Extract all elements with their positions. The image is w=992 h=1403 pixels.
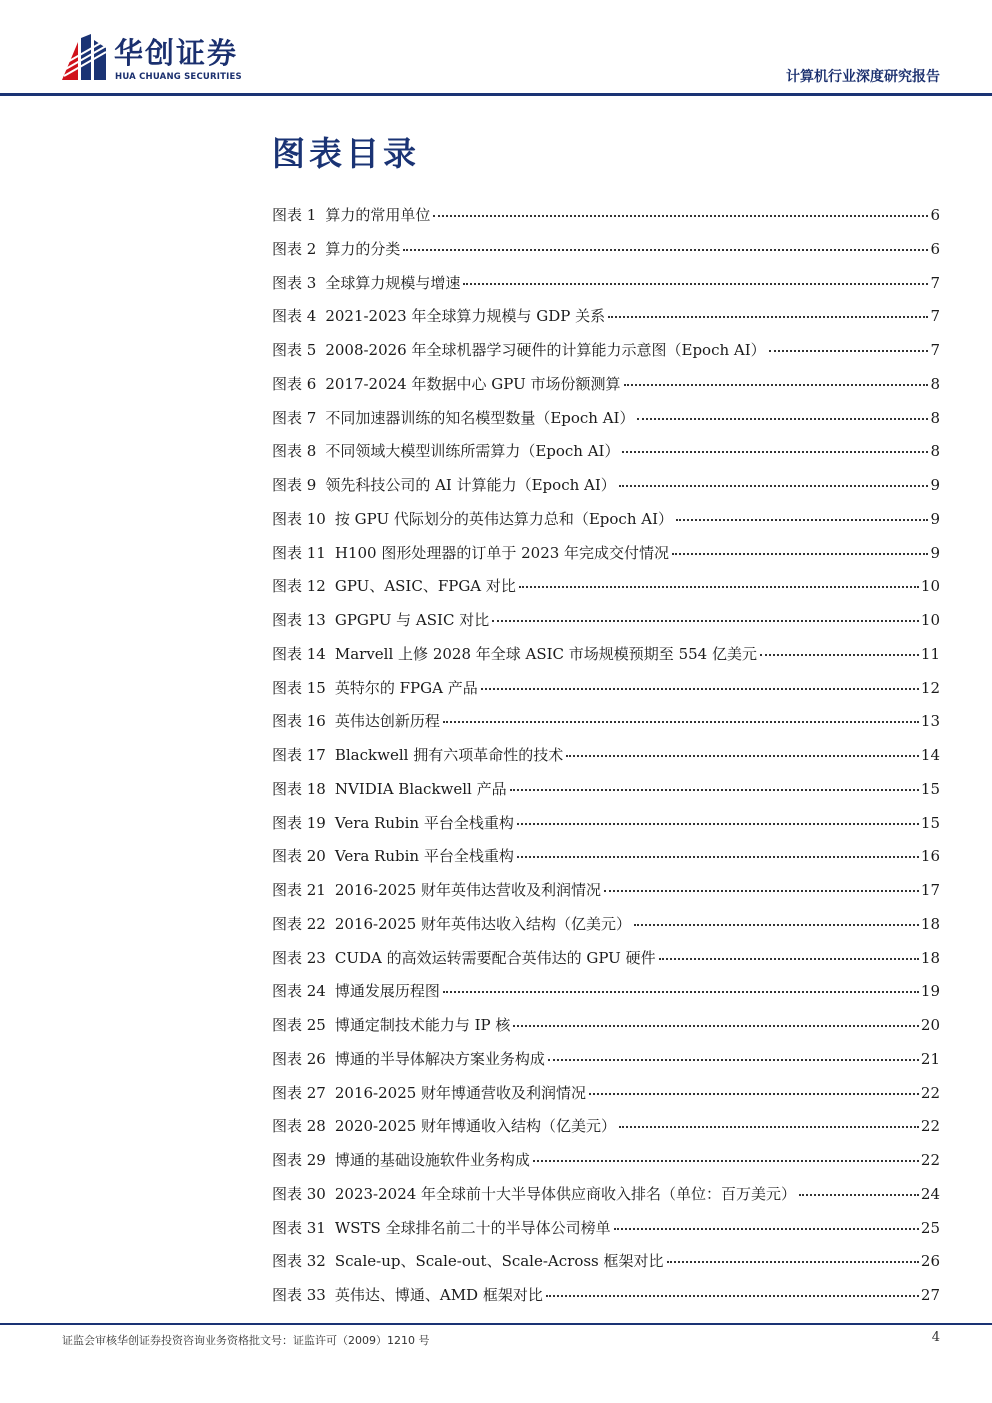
figure-caption: 算力的分类 xyxy=(325,239,401,258)
toc-entry[interactable] xyxy=(272,976,940,1010)
toc-entry[interactable] xyxy=(272,1010,940,1044)
dot-leader xyxy=(492,620,919,622)
dot-leader xyxy=(566,755,919,757)
dot-leader xyxy=(634,924,919,926)
dot-leader xyxy=(676,519,928,521)
figure-number: 图表 5 xyxy=(272,341,317,359)
figure-number: 图表 27 xyxy=(272,1083,326,1102)
dot-leader xyxy=(672,553,928,555)
dot-leader xyxy=(769,350,929,352)
figure-number: 图表 9 xyxy=(272,476,317,494)
figure-page-number: 8 xyxy=(930,374,940,393)
figure-number: 图表 32 xyxy=(272,1252,326,1271)
figure-caption: Marvell 上修 2028 年全球 ASIC 市场规模预期至 554 亿美元 xyxy=(334,644,757,663)
dot-leader xyxy=(619,485,929,487)
figure-caption: 不同领域大模型训练所需算力（Epoch AI） xyxy=(325,442,620,461)
figure-caption: Vera Rubin 平台全栈重构 xyxy=(334,813,514,832)
figure-number: 图表 25 xyxy=(272,1016,326,1034)
figure-caption: 博通发展历程图 xyxy=(334,982,440,1001)
figure-number: 图表 26 xyxy=(272,1049,326,1068)
figure-number: 图表 20 xyxy=(272,847,326,866)
toc-entry[interactable] xyxy=(272,740,940,774)
dot-leader xyxy=(667,1261,919,1263)
figure-page-number: 25 xyxy=(920,1218,940,1237)
figure-page-number: 22 xyxy=(920,1083,940,1102)
toc-entry[interactable] xyxy=(272,875,940,909)
figure-number: 图表 30 xyxy=(272,1184,326,1203)
toc-entry[interactable] xyxy=(272,1179,940,1213)
figure-number: 图表 29 xyxy=(272,1151,326,1169)
logo-english-name: HUA CHUANG SECURITIES xyxy=(115,72,242,82)
dot-leader xyxy=(519,586,919,588)
figure-page-number: 12 xyxy=(920,678,940,697)
dot-leader xyxy=(799,1194,919,1196)
toc-entry[interactable] xyxy=(272,1280,940,1314)
figure-caption: H100 图形处理器的订单于 2023 年完成交付情况 xyxy=(334,543,670,562)
figure-number: 图表 17 xyxy=(272,746,326,764)
footer-divider xyxy=(0,1323,992,1325)
dot-leader xyxy=(622,451,928,453)
page-number: 4 xyxy=(931,1330,940,1345)
toc-entry[interactable] xyxy=(272,808,940,842)
figure-caption: 按 GPU 代际划分的英伟达算力总和（Epoch AI） xyxy=(334,509,674,528)
toc-entry[interactable] xyxy=(272,268,940,302)
figure-caption: 领先科技公司的 AI 计算能力（Epoch AI） xyxy=(325,476,616,494)
figure-list xyxy=(272,200,940,1314)
dot-leader xyxy=(443,721,919,723)
figure-caption: 2008-2026 年全球机器学习硬件的计算能力示意图（Epoch AI） xyxy=(325,341,766,359)
header-divider xyxy=(0,93,992,96)
figure-number: 图表 3 xyxy=(272,273,317,292)
toc-entry[interactable] xyxy=(272,943,940,977)
figure-number: 图表 21 xyxy=(272,881,326,899)
logo-mark-icon xyxy=(62,34,108,84)
toc-entry[interactable] xyxy=(272,1145,940,1179)
figure-number: 图表 4 xyxy=(272,307,317,326)
dot-leader xyxy=(546,1295,919,1297)
figure-page-number: 6 xyxy=(930,239,940,258)
dot-leader xyxy=(513,1025,918,1027)
toc-entry[interactable] xyxy=(272,538,940,572)
toc-entry[interactable] xyxy=(272,571,940,605)
figure-caption: 2017-2024 年数据中心 GPU 市场份额测算 xyxy=(325,374,621,393)
dot-leader xyxy=(403,249,928,251)
toc-entry[interactable] xyxy=(272,639,940,673)
logo-chinese-name: 华创证券 xyxy=(114,36,239,70)
figure-number: 图表 28 xyxy=(272,1117,326,1136)
figure-page-number: 18 xyxy=(920,914,940,933)
figure-page-number: 15 xyxy=(920,779,940,798)
toc-entry[interactable] xyxy=(272,470,940,504)
toc-entry[interactable] xyxy=(272,841,940,875)
figure-caption: 2016-2025 财年英伟达营收及利润情况 xyxy=(334,881,602,899)
dot-leader xyxy=(624,384,929,386)
figure-number: 图表 14 xyxy=(272,644,326,663)
dot-leader xyxy=(608,316,928,318)
figure-caption: 2021-2023 年全球算力规模与 GDP 关系 xyxy=(325,307,606,326)
figure-number: 图表 15 xyxy=(272,678,326,697)
dot-leader xyxy=(443,991,919,993)
figure-page-number: 14 xyxy=(920,746,940,764)
toc-entry[interactable] xyxy=(272,504,940,538)
dot-leader xyxy=(533,1160,919,1162)
toc-entry[interactable] xyxy=(272,200,940,234)
figure-page-number: 15 xyxy=(920,813,940,832)
figure-caption: 2016-2025 财年英伟达收入结构（亿美元） xyxy=(334,914,632,933)
figure-caption: GPGPU 与 ASIC 对比 xyxy=(334,611,490,629)
figure-page-number: 10 xyxy=(920,611,940,629)
figure-number: 图表 31 xyxy=(272,1218,326,1237)
figure-caption: Blackwell 拥有六项革命性的技术 xyxy=(334,746,564,764)
figure-page-number: 26 xyxy=(920,1252,940,1271)
figure-caption: 不同加速器训练的知名模型数量（Epoch AI） xyxy=(325,408,635,427)
figure-caption: 算力的常用单位 xyxy=(325,206,431,224)
figure-caption: 英伟达创新历程 xyxy=(334,712,440,731)
footer-disclaimer: 证监会审核华创证券投资咨询业务资格批文号：证监许可（2009）1210 号 xyxy=(62,1334,430,1347)
figure-number: 图表 16 xyxy=(272,712,326,731)
figure-number: 图表 22 xyxy=(272,914,326,933)
figure-page-number: 22 xyxy=(920,1151,940,1169)
figure-page-number: 27 xyxy=(920,1286,940,1304)
toc-entry[interactable] xyxy=(272,335,940,369)
figure-page-number: 9 xyxy=(930,476,940,494)
toc-entry[interactable] xyxy=(272,403,940,437)
toc-entry[interactable] xyxy=(272,369,940,403)
dot-leader xyxy=(517,823,919,825)
toc-entry[interactable] xyxy=(272,436,940,470)
figure-number: 图表 6 xyxy=(272,374,317,393)
figure-number: 图表 12 xyxy=(272,577,326,596)
figure-page-number: 22 xyxy=(920,1117,940,1136)
toc-entry[interactable] xyxy=(272,1213,940,1247)
figure-number: 图表 24 xyxy=(272,982,326,1001)
figure-caption: GPU、ASIC、FPGA 对比 xyxy=(334,577,516,596)
toc-entry[interactable] xyxy=(272,1246,940,1280)
figure-caption: 博通定制技术能力与 IP 核 xyxy=(334,1016,511,1034)
figure-caption: CUDA 的高效运转需要配合英伟达的 GPU 硬件 xyxy=(334,948,656,967)
figure-page-number: 8 xyxy=(930,442,940,461)
figure-page-number: 24 xyxy=(920,1184,940,1203)
figure-page-number: 19 xyxy=(920,982,940,1001)
toc-entry[interactable] xyxy=(272,706,940,740)
dot-leader xyxy=(463,283,928,285)
figure-page-number: 10 xyxy=(920,577,940,596)
figure-number: 图表 1 xyxy=(272,206,317,224)
report-type: 计算机行业深度研究报告 xyxy=(786,69,940,85)
figure-page-number: 18 xyxy=(920,948,940,967)
figure-page-number: 17 xyxy=(920,881,940,899)
dot-leader xyxy=(481,688,919,690)
figure-caption: Scale-up、Scale-out、Scale-Across 框架对比 xyxy=(334,1252,664,1271)
figure-page-number: 7 xyxy=(930,307,940,326)
figure-number: 图表 19 xyxy=(272,813,326,832)
figure-caption: 英伟达、博通、AMD 框架对比 xyxy=(334,1286,543,1304)
toc-entry[interactable] xyxy=(272,605,940,639)
toc-entry[interactable] xyxy=(272,234,940,268)
figure-number: 图表 8 xyxy=(272,442,317,461)
toc-entry[interactable] xyxy=(272,1111,940,1145)
figure-number: 图表 13 xyxy=(272,611,326,629)
figure-page-number: 13 xyxy=(920,712,940,731)
figure-number: 图表 11 xyxy=(272,543,326,562)
figure-caption: 英特尔的 FPGA 产品 xyxy=(334,678,478,697)
figure-page-number: 21 xyxy=(920,1049,940,1068)
dot-leader xyxy=(517,856,919,858)
dot-leader xyxy=(614,1228,919,1230)
figure-caption: NVIDIA Blackwell 产品 xyxy=(334,779,507,798)
figure-page-number: 7 xyxy=(930,273,940,292)
toc-entry[interactable] xyxy=(272,774,940,808)
toc-entry[interactable] xyxy=(272,909,940,943)
figure-number: 图表 2 xyxy=(272,239,317,258)
figure-caption: 全球算力规模与增速 xyxy=(325,273,461,292)
dot-leader xyxy=(659,958,919,960)
dot-leader xyxy=(760,654,919,656)
toc-entry[interactable] xyxy=(272,301,940,335)
figure-number: 图表 33 xyxy=(272,1286,326,1304)
figure-caption: 博通的半导体解决方案业务构成 xyxy=(334,1049,545,1068)
figure-number: 图表 7 xyxy=(272,408,317,427)
figure-number: 图表 10 xyxy=(272,509,326,528)
toc-entry[interactable] xyxy=(272,1044,940,1078)
dot-leader xyxy=(433,215,928,217)
figure-page-number: 8 xyxy=(930,408,940,427)
dot-leader xyxy=(589,1093,919,1095)
dot-leader xyxy=(510,789,919,791)
figure-number: 图表 23 xyxy=(272,948,326,967)
dot-leader xyxy=(548,1059,919,1061)
figure-page-number: 11 xyxy=(920,644,940,663)
dot-leader xyxy=(637,418,928,420)
dot-leader xyxy=(604,890,919,892)
figure-caption: 博通的基础设施软件业务构成 xyxy=(334,1151,530,1169)
company-logo xyxy=(62,34,262,86)
toc-entry[interactable] xyxy=(272,673,940,707)
figure-page-number: 9 xyxy=(930,543,940,562)
figure-page-number: 6 xyxy=(930,206,940,224)
figure-caption: 2020-2025 财年博通收入结构（亿美元） xyxy=(334,1117,617,1136)
dot-leader xyxy=(619,1126,919,1128)
figure-number: 图表 18 xyxy=(272,779,326,798)
figure-page-number: 16 xyxy=(920,847,940,866)
figure-caption: 2016-2025 财年博通营收及利润情况 xyxy=(334,1083,587,1102)
figure-caption: 2023-2024 年全球前十大半导体供应商收入排名（单位：百万美元） xyxy=(334,1184,797,1203)
figure-caption: Vera Rubin 平台全栈重构 xyxy=(334,847,514,866)
figure-page-number: 20 xyxy=(920,1016,940,1034)
page-title: 图表目录 xyxy=(272,134,420,173)
figure-page-number: 7 xyxy=(930,341,940,359)
figure-page-number: 9 xyxy=(930,509,940,528)
toc-entry[interactable] xyxy=(272,1078,940,1112)
figure-caption: WSTS 全球排名前二十的半导体公司榜单 xyxy=(334,1218,611,1237)
